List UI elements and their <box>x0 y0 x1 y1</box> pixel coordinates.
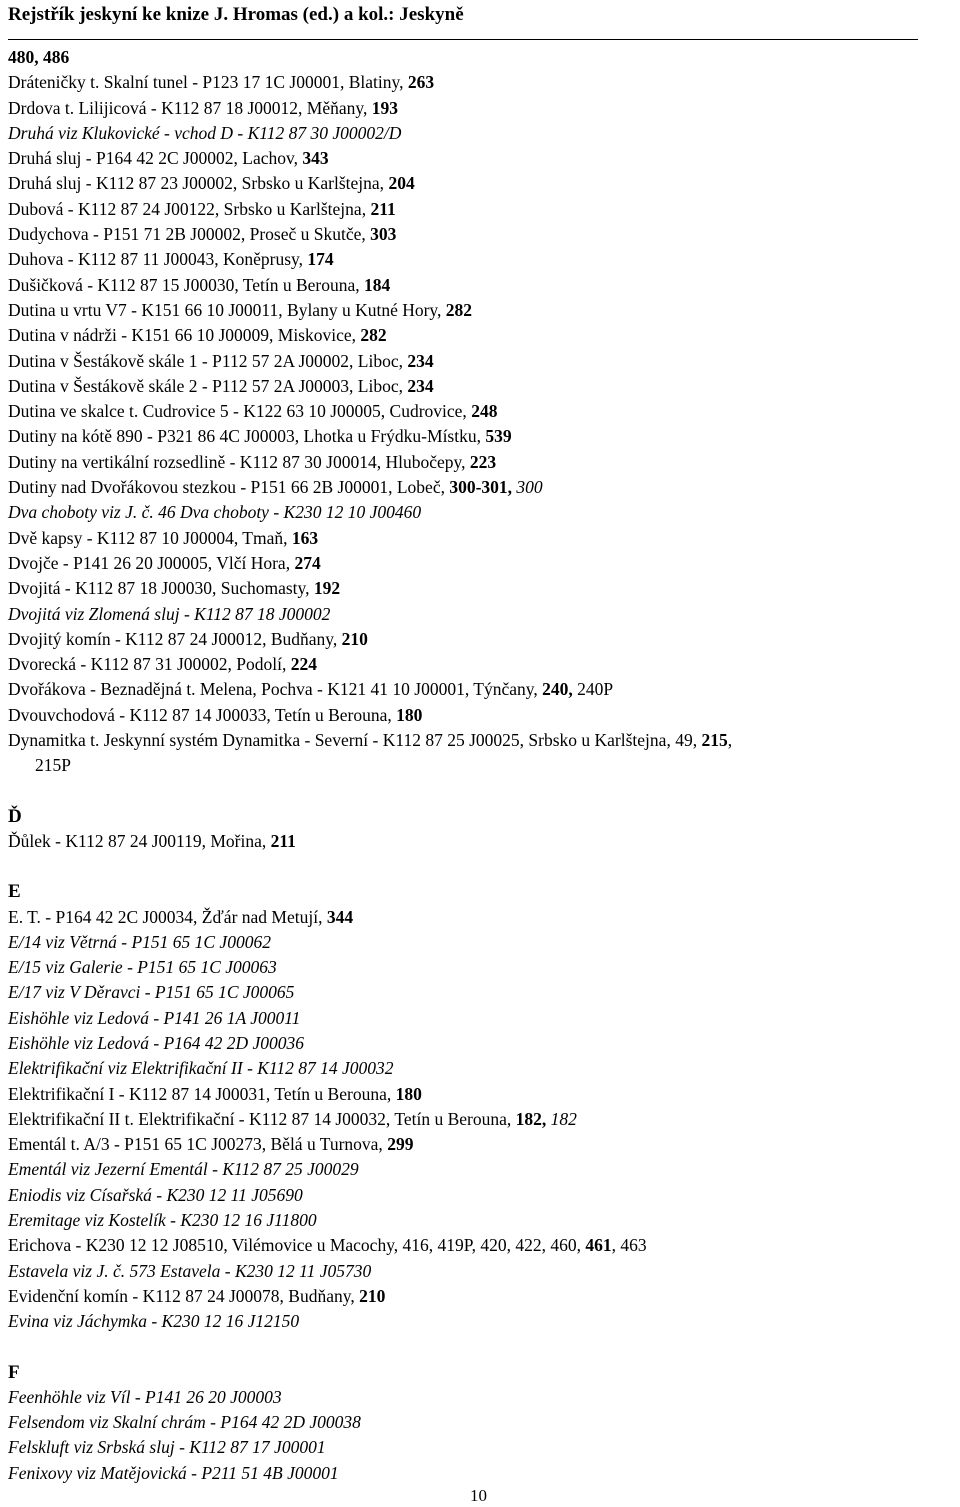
section-letter <box>8 804 958 829</box>
cross-reference-entry <box>8 1435 958 1460</box>
cross-reference-entry <box>8 1183 958 1208</box>
entry-text: Dubová - K112 87 24 J00122, Srbsko u Karlštejna, <box>8 198 371 219</box>
entry-text: Ementál viz Jezerní Ementál - K112 87 25 J00029 <box>8 1159 359 1180</box>
index-entry <box>8 905 958 930</box>
page-reference-bold: 223 <box>469 451 497 472</box>
page-reference-italic: 182 <box>550 1108 577 1129</box>
entry-text: Feenhöhle viz Víl - P141 26 20 J00003 <box>8 1386 282 1407</box>
entry-text: Dvouvchodová - K112 87 14 J00033, Tetín u Berouna, <box>8 704 397 725</box>
page-reference-bold: 182, <box>515 1108 547 1129</box>
entry-text: E. T. - P164 42 2C J00034, Žďár nad Metují, <box>8 906 327 927</box>
header-title: Rejstřík jeskyní ke knize J. Hromas (ed.) a kol.: Jeskyně <box>8 4 464 25</box>
entry-text: Dutina v nádrži - K151 66 10 J00009, Miskovice, <box>8 325 361 346</box>
index-entry <box>8 273 958 298</box>
page-reference-bold: 211 <box>370 198 396 219</box>
page-reference-bold: 174 <box>307 249 334 270</box>
entry-text: Drdova t. Lilijicová - K112 87 18 J00012, Měňany, <box>8 97 372 118</box>
cross-reference-entry <box>8 1031 958 1056</box>
cross-reference-entry <box>8 980 958 1005</box>
page-reference-bold: 163 <box>291 527 319 548</box>
page-reference-bold: 343 <box>302 148 329 169</box>
cross-reference-entry <box>8 121 958 146</box>
page-reference-bold: 539 <box>485 426 512 447</box>
entry-text: Dynamitka t. Jeskynní systém Dynamitka - Severní - K112 87 25 J00025, Srbsko u Karlštejna, 49, <box>8 730 702 751</box>
entry-text: Eremitage viz Kostelík - K230 12 16 J11800 <box>8 1210 317 1231</box>
page-reference-bold: 248 <box>471 401 498 422</box>
index-entry <box>8 728 958 753</box>
entry-text: Dvořákova - Beznadějná t. Melena, Pochva - K121 41 10 J00001, Týnčany, <box>8 679 543 700</box>
page-reference-bold: 180 <box>396 704 423 725</box>
index-entry <box>8 1082 958 1107</box>
cross-reference-entry <box>8 1056 958 1081</box>
cross-reference-entry <box>8 1157 958 1182</box>
entry-text: Fenixovy viz Matějovická - P211 51 4B J00001 <box>8 1462 339 1483</box>
cross-reference-entry <box>8 1461 958 1486</box>
page-reference-bold: 282 <box>360 325 387 346</box>
page-number: 10 <box>470 1486 487 1505</box>
cross-reference-entry <box>8 1208 958 1233</box>
page-reference-bold: 192 <box>313 578 341 599</box>
index-entry <box>8 450 958 475</box>
entry-text: Estavela viz J. č. 573 Estavela - K230 12 11 J05730 <box>8 1260 372 1281</box>
cross-reference-entry <box>8 955 958 980</box>
index-entry <box>8 349 958 374</box>
section-letter <box>8 879 958 904</box>
index-entry <box>8 424 958 449</box>
page-reference-bold: 204 <box>388 173 415 194</box>
entry-text: Elektrifikační viz Elektrifikační II - K112 87 14 J00032 <box>8 1058 394 1079</box>
entry-text: Eniodis viz Císařská - K230 12 11 J05690 <box>8 1184 303 1205</box>
index-entry <box>8 70 958 95</box>
index-entry <box>8 753 958 778</box>
page-reference-bold: 193 <box>371 97 398 118</box>
page-reference-bold: 344 <box>326 906 354 927</box>
page-reference-bold: Ď <box>8 805 22 827</box>
index-entry <box>8 222 958 247</box>
entry-text: , <box>727 730 733 751</box>
entry-text: Druhá sluj - P164 42 2C J00002, Lachov, <box>8 148 303 169</box>
index-entry <box>8 146 958 171</box>
page-reference-bold: 210 <box>341 628 368 649</box>
entry-text: Dvojitá - K112 87 18 J00030, Suchomasty, <box>8 578 314 599</box>
page-reference-bold: 215 <box>701 730 728 751</box>
page-reference-bold: 180 <box>395 1083 422 1104</box>
entry-text: Elektrifikační II t. Elektrifikační - K112 87 14 J00032, Tetín u Berouna, <box>8 1108 516 1129</box>
entry-text: Evidenční komín - K112 87 24 J00078, Budňany, <box>8 1285 360 1306</box>
entry-text: Eishöhle viz Ledová - P141 26 1A J00011 <box>8 1007 301 1028</box>
cross-reference-entry <box>8 930 958 955</box>
index-entry <box>8 399 958 424</box>
entry-text: Eishöhle viz Ledová - P164 42 2D J00036 <box>8 1032 304 1053</box>
page-reference-bold: 303 <box>370 224 397 245</box>
index-entry <box>8 374 958 399</box>
cross-reference-entry <box>8 1006 958 1031</box>
page-reference-bold: 211 <box>270 830 296 851</box>
index-entry <box>8 298 958 323</box>
page-reference-bold: 274 <box>294 552 321 573</box>
cross-reference-entry <box>8 1259 958 1284</box>
entry-text: E/14 viz Větrná - P151 65 1C J00062 <box>8 931 271 952</box>
page-reference-bold: 234 <box>407 375 434 396</box>
entry-text: Dutina u vrtu V7 - K151 66 10 J00011, Bylany u Kutné Hory, <box>8 299 446 320</box>
index-entry <box>8 1132 958 1157</box>
entry-text: Dutiny nad Dvořákovou stezkou - P151 66 2B J00001, Lobeč, <box>8 477 450 498</box>
entry-text: Dutiny na vertikální rozsedlině - K112 87 30 J00014, Hlubočepy, <box>8 451 470 472</box>
cross-reference-entry <box>8 500 958 525</box>
index-entry <box>8 703 958 728</box>
index-entry <box>8 1107 958 1132</box>
index-entry <box>8 627 958 652</box>
page-reference-bold: 234 <box>407 350 434 371</box>
entry-text: Dutina ve skalce t. Cudrovice 5 - K122 63 10 J00005, Cudrovice, <box>8 401 472 422</box>
entry-text: Erichova - K230 12 12 J08510, Vilémovice u Macochy, 416, 419P, 420, 422, 460, <box>8 1235 586 1256</box>
entry-text: Dva choboty viz J. č. 46 Dva choboty - K230 12 10 J00460 <box>8 502 422 523</box>
entry-text: Dvorecká - K112 87 31 J00002, Podolí, <box>8 654 291 675</box>
index-entry <box>8 171 958 196</box>
page-reference-bold: 480, 486 <box>8 47 70 67</box>
entry-text: Dvojče - P141 26 20 J00005, Vlčí Hora, <box>8 552 295 573</box>
page-reference-bold: 210 <box>359 1285 386 1306</box>
entry-text: Dráteničky t. Skalní tunel - P123 17 1C J00001, Blatiny, <box>8 72 408 93</box>
entry-text: Felskluft viz Srbská sluj - K112 87 17 J00001 <box>8 1437 326 1458</box>
entry-text: Druhá viz Klukovické - vchod D - K112 87 30 J00002/D <box>8 122 402 143</box>
index-entry <box>8 677 958 702</box>
index-entry <box>8 576 958 601</box>
page-reference-bold: 282 <box>445 299 473 320</box>
entry-text: Dutina v Šestákově skále 1 - P112 57 2A J00002, Liboc, <box>8 350 408 371</box>
index-entry <box>8 652 958 677</box>
page-reference-bold: E <box>8 881 21 903</box>
index-entry <box>8 526 958 551</box>
entry-text: Ementál t. A/3 - P151 65 1C J00273, Bělá u Turnova, <box>8 1134 388 1155</box>
entry-text: Elektrifikační I - K112 87 14 J00031, Tetín u Berouna, <box>8 1083 396 1104</box>
page-reference-bold: 240, <box>542 679 573 700</box>
entry-text: E/17 viz V Děravci - P151 65 1C J00065 <box>8 982 295 1003</box>
page-reference-bold: 184 <box>364 274 391 295</box>
page-reference-bold: 224 <box>290 654 317 675</box>
cross-reference-entry <box>8 1385 958 1410</box>
index-entry <box>8 197 958 222</box>
entry-text: Druhá sluj - K112 87 23 J00002, Srbsko u Karlštejna, <box>8 173 389 194</box>
index-entry <box>8 247 958 272</box>
entry-text: Evina viz Jáchymka - K230 12 16 J12150 <box>8 1311 300 1332</box>
entry-text: E/15 viz Galerie - P151 65 1C J00063 <box>8 957 277 978</box>
entry-text: , 463 <box>611 1235 647 1256</box>
index-entry <box>8 1284 958 1309</box>
entry-text: 215P <box>35 755 71 776</box>
entry-text: Felsendom viz Skalní chrám - P164 42 2D J00038 <box>8 1412 361 1433</box>
page-reference-bold: 461 <box>585 1235 612 1256</box>
running-header <box>8 2 918 40</box>
page-reference-bold: 300-301, <box>449 477 513 498</box>
section-letter <box>8 1360 958 1385</box>
page-reference-italic: 300 <box>516 477 543 498</box>
index-entry <box>8 96 958 121</box>
entry-text: Dvojitá viz Zlomená sluj - K112 87 18 J00002 <box>8 603 331 624</box>
index-entry <box>8 323 958 348</box>
index-entry <box>8 45 958 70</box>
index-entry <box>8 829 958 854</box>
entry-text: Dudychova - P151 71 2B J00002, Proseč u Skutče, <box>8 224 371 245</box>
cross-reference-entry <box>8 1410 958 1435</box>
cross-reference-entry <box>8 602 958 627</box>
entry-text: Dušičková - K112 87 15 J00030, Tetín u Berouna, <box>8 274 365 295</box>
entry-text: Dutina v Šestákově skále 2 - P112 57 2A J00003, Liboc, <box>8 375 408 396</box>
entry-text: Dutiny na kótě 890 - P321 86 4C J00003, Lhotka u Frýdku-Místku, <box>8 426 486 447</box>
page-reference-bold: 299 <box>387 1134 414 1155</box>
page-reference-bold: 263 <box>407 72 435 93</box>
index-entry <box>8 475 958 500</box>
entry-text: 240P <box>572 679 614 700</box>
index-entry <box>8 1233 958 1258</box>
cross-reference-entry <box>8 1309 958 1334</box>
entry-text: Dvě kapsy - K112 87 10 J00004, Tmaň, <box>8 527 292 548</box>
entry-text: Duhova - K112 87 11 J00043, Koněprusy, <box>8 249 308 270</box>
entry-text: Ďůlek - K112 87 24 J00119, Mořina, <box>8 830 271 851</box>
index-entries <box>8 45 958 1486</box>
index-entry <box>8 551 958 576</box>
entry-text: Dvojitý komín - K112 87 24 J00012, Budňany, <box>8 628 342 649</box>
page-reference-bold: F <box>8 1361 20 1383</box>
